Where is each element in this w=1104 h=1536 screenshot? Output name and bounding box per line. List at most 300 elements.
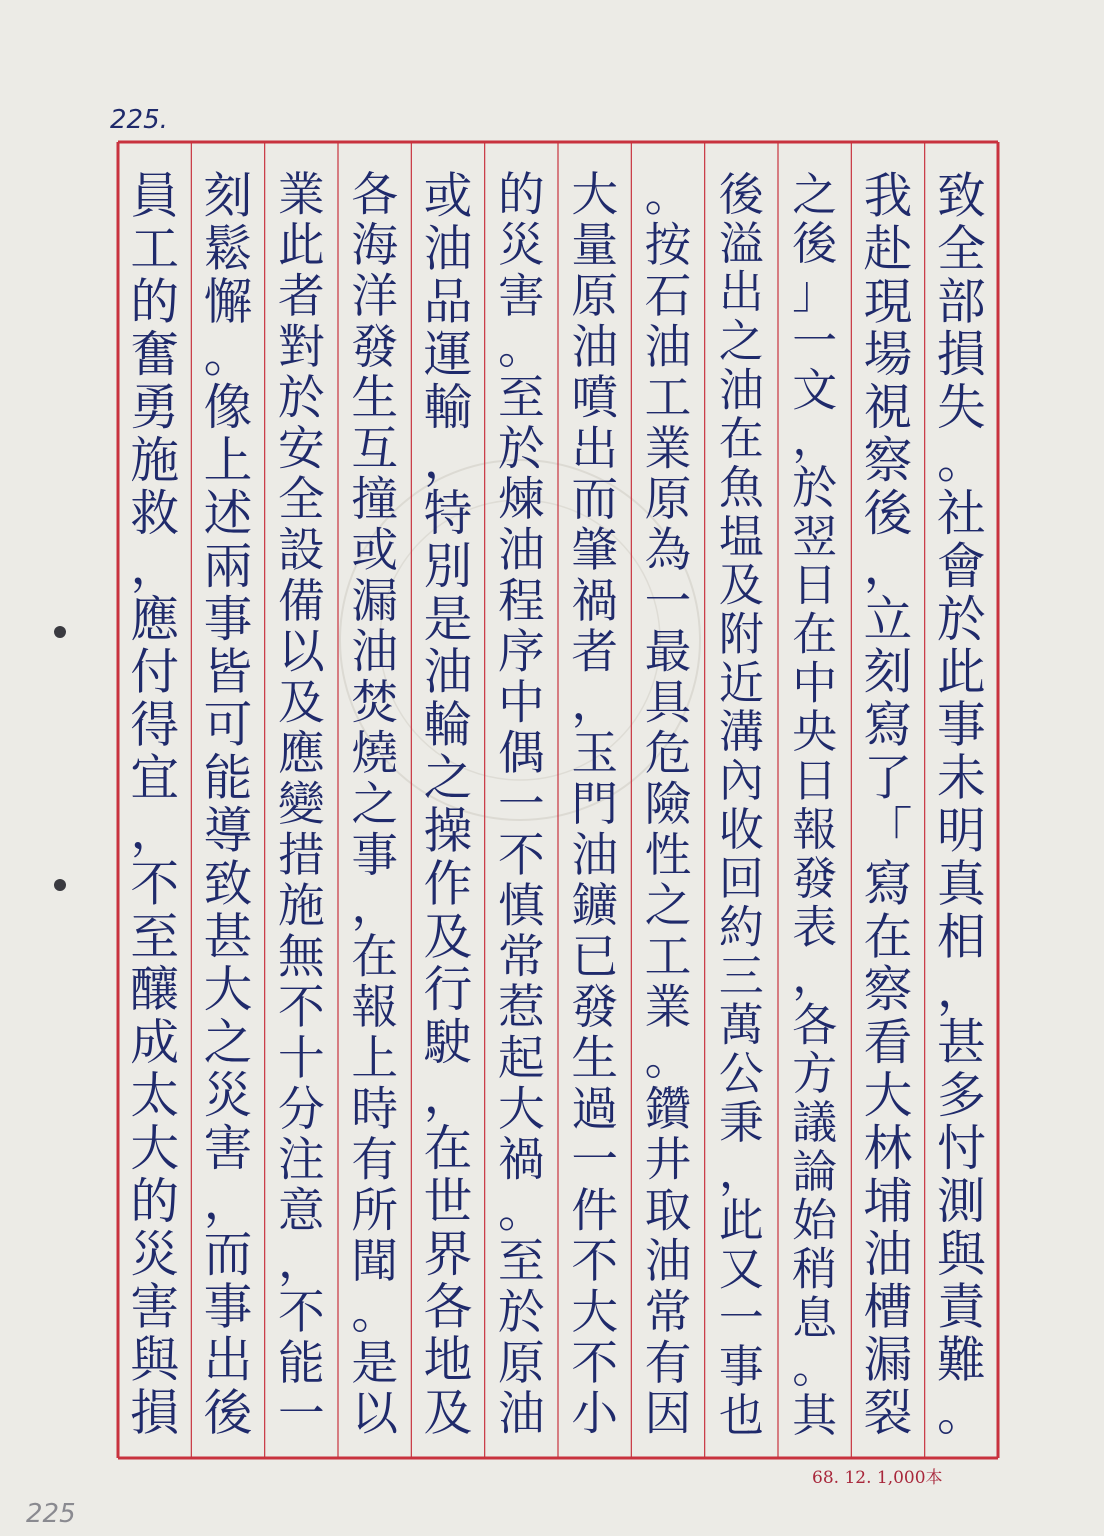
manuscript-char: 是 [351,1336,399,1391]
manuscript-char: ， [130,538,180,595]
manuscript-char: 危 [644,727,692,782]
manuscript-char: ， [792,949,838,1003]
manuscript-char: 不 [497,828,545,883]
text-column-4 [719,168,765,1442]
manuscript-char: 甚 [936,1015,986,1072]
manuscript-char: 兩 [203,538,253,595]
manuscript-char: 我 [863,168,913,225]
manuscript-char: 意 [277,1184,325,1239]
manuscript-char: 大 [571,168,619,223]
manuscript-char: 災 [203,1068,253,1125]
manuscript-char: 不 [277,981,325,1036]
manuscript-char: 奮 [130,327,180,384]
manuscript-char: 對 [277,320,325,375]
manuscript-char: 取 [644,1184,692,1239]
manuscript-char: 別 [423,538,473,595]
manuscript-char: 各 [792,998,838,1052]
manuscript-char: 者 [277,270,325,324]
manuscript-char: 議 [792,1096,838,1149]
manuscript-char: 件 [571,1184,619,1239]
manuscript-char: 因 [644,1387,692,1442]
manuscript-char: 能 [277,1336,325,1391]
manuscript-char: 業 [644,981,692,1036]
manuscript-char: 禍 [571,574,619,629]
manuscript-char: 是 [423,591,473,648]
manuscript-char: ， [936,962,986,1019]
manuscript-char: 塭 [718,509,764,563]
manuscript-char: 裂 [863,1385,913,1442]
manuscript-char: 門 [571,778,619,832]
manuscript-char: 備 [277,574,325,629]
manuscript-char: 地 [423,1332,473,1389]
manuscript-char: 原 [497,1336,545,1391]
manuscript-char: 聞 [351,1235,399,1290]
manuscript-char: 施 [130,433,180,490]
manuscript-char: 翌 [792,509,838,563]
manuscript-char: 了 [863,750,913,807]
manuscript-char: 收 [718,802,764,856]
manuscript-char: 的 [497,168,545,223]
manuscript-char: 此 [277,219,325,274]
manuscript-char: 輪 [423,697,473,754]
manuscript-char: 大 [497,1082,545,1137]
manuscript-char: 文 [792,363,838,417]
manuscript-char: 寫 [863,697,913,754]
manuscript-char: 釀 [130,962,180,1019]
manuscript-char: 刻 [203,168,253,225]
manuscript-char: 中 [792,656,838,710]
manuscript-char: 。 [497,1184,545,1239]
manuscript-char: 立 [863,591,913,648]
manuscript-char: 能 [203,750,253,807]
manuscript-char: 」 [792,265,838,319]
manuscript-char: 分 [277,1082,325,1137]
manuscript-char: 埔 [863,1173,913,1230]
manuscript-char: 序 [497,625,545,680]
manuscript-char: 表 [792,900,838,954]
manuscript-char: 後 [203,1385,253,1442]
manuscript-char: 慎 [497,879,545,934]
manuscript-char: 忖 [936,1120,986,1177]
manuscript-char: 「 [863,803,913,860]
manuscript-char: 不 [130,856,180,913]
manuscript-char: 害 [130,1279,180,1336]
text-column-11 [204,168,253,1441]
manuscript-char: 發 [792,851,838,905]
manuscript-char: 至 [130,909,180,966]
manuscript-char: 業 [644,422,692,477]
manuscript-char: 秉 [718,1096,764,1149]
manuscript-char: 大 [203,962,253,1019]
manuscript-char: 油 [863,1226,913,1283]
manuscript-char: 真 [936,856,986,913]
manuscript-char: 性 [644,828,692,883]
manuscript-char: 所 [351,1184,399,1239]
manuscript-char: 救 [130,485,180,542]
manuscript-char: 不 [571,1336,619,1391]
manuscript-char: 損 [936,327,986,384]
manuscript-char: 大 [863,1068,913,1125]
manuscript-char: 勇 [130,380,180,437]
manuscript-char: 石 [644,270,692,324]
manuscript-char: 一 [792,314,838,368]
manuscript-char: 至 [497,1235,545,1290]
manuscript-char: 油 [497,1387,545,1442]
manuscript-char: 察 [863,962,913,1019]
text-column-12 [130,168,182,1441]
manuscript-char: 上 [203,433,253,490]
manuscript-char: ， [203,1173,253,1230]
manuscript-char: 有 [351,1133,399,1188]
manuscript-char: 事 [203,1279,253,1336]
manuscript-char: 玉 [571,727,619,782]
manuscript-char: 明 [936,803,986,860]
manuscript-char: 至 [497,371,545,426]
manuscript-char: 事 [936,697,986,754]
manuscript-char: 發 [571,981,619,1036]
manuscript-char: 員 [130,168,180,225]
manuscript-char: 已 [571,930,619,985]
page-number-top: 225. [110,105,168,135]
manuscript-char: 。 [936,433,986,490]
manuscript-char: 多 [936,1068,986,1125]
manuscript-char: 察 [863,433,913,490]
manuscript-char: 井 [644,1133,692,1188]
manuscript-char: 回 [718,851,764,905]
manuscript-char: 於 [277,371,325,426]
manuscript-char: 懈 [203,274,253,331]
manuscript-char: 像 [203,380,253,437]
text-column-5 [645,168,694,1441]
binding-hole-upper [54,626,66,638]
manuscript-char: 洋 [351,270,399,324]
manuscript-char: 事 [718,1340,764,1394]
manuscript-char: 在 [423,1120,473,1177]
manuscript-char: 未 [936,750,986,807]
manuscript-char: 油 [423,644,473,701]
manuscript-char: 會 [936,538,986,595]
manuscript-char: 作 [423,856,473,913]
manuscript-char: 災 [130,1226,180,1283]
manuscript-char: 事 [203,591,253,648]
text-column-3 [792,168,839,1442]
manuscript-char: 甚 [203,909,253,966]
text-column-1 [937,168,989,1441]
manuscript-char: 。 [936,1385,986,1442]
manuscript-char: 稍 [792,1242,838,1296]
manuscript-char: 為 [644,524,692,578]
manuscript-char: 於 [792,461,838,514]
manuscript-char: ， [277,1235,325,1290]
manuscript-char: 測 [936,1173,986,1230]
manuscript-char: 油 [497,524,545,578]
manuscript-char: 始 [792,1193,838,1247]
manuscript-char: 全 [277,473,325,528]
manuscript-char: 駛 [423,1015,473,1072]
print-mark: 68. 12. 1,000本 [812,1468,943,1488]
manuscript-char: 槽 [863,1279,913,1336]
manuscript-char: 注 [277,1133,325,1188]
manuscript-char: 成 [130,1015,180,1072]
manuscript-char: 不 [277,1286,325,1340]
text-column-6 [571,168,622,1441]
manuscript-char: 後 [718,167,764,221]
manuscript-char: 。 [203,327,253,384]
manuscript-char: 按 [644,219,692,274]
manuscript-char: 公 [718,1047,764,1101]
manuscript-char: 鑛 [571,879,619,934]
manuscript-char: 應 [130,591,180,648]
manuscript-char: 於 [497,422,545,477]
manuscript-char: 溢 [718,216,764,270]
manuscript-char: 損 [130,1385,180,1442]
manuscript-char: 其 [792,1389,838,1443]
manuscript-char: 油 [351,625,399,680]
manuscript-char: 論 [792,1144,838,1198]
manuscript-char: 之 [351,778,399,832]
page-number-bottom: 225 [26,1499,76,1529]
manuscript-char: 操 [423,803,473,860]
manuscript-char: 過 [571,1082,619,1137]
manuscript-char: 付 [130,644,180,701]
manuscript-char: 生 [571,1032,619,1086]
manuscript-char: 失 [936,380,986,437]
manuscript-char: 近 [718,656,764,710]
manuscript-char: ， [863,538,913,595]
manuscript-char: 變 [277,778,325,832]
manuscript-char: 世 [423,1173,473,1230]
manuscript-char: 施 [277,879,325,934]
manuscript-char: 品 [423,274,473,331]
manuscript-char: 煉 [497,473,545,528]
manuscript-char: 相 [936,909,986,966]
manuscript-char: 約 [718,900,764,954]
manuscript-char: 各 [423,1279,473,1336]
manuscript-char: 於 [497,1286,545,1340]
manuscript-char: 應 [277,727,325,782]
manuscript-char: ， [571,676,619,731]
manuscript-char: 一 [718,1291,764,1345]
manuscript-char: 部 [936,274,986,331]
manuscript-char: 在 [792,607,838,661]
manuscript-char: 工 [644,371,692,426]
manuscript-char: 魚 [718,461,764,514]
manuscript-char: 漏 [863,1332,913,1389]
manuscript-char: 後 [863,485,913,542]
manuscript-char: 上 [351,1032,399,1086]
manuscript-char: 赴 [863,221,913,278]
manuscript-char: 安 [277,422,325,477]
manuscript-char: ， [423,1068,473,1125]
manuscript-char: 報 [792,802,838,856]
manuscript-char: 業 [277,168,325,223]
manuscript-char: 難 [936,1332,986,1389]
manuscript-char: 而 [203,1226,253,1283]
manuscript-char: 宜 [130,750,180,807]
manuscript-char: 責 [936,1279,986,1336]
manuscript-char: 社 [936,485,986,542]
manuscript-char: 現 [863,274,913,331]
manuscript-char: 油 [423,221,473,278]
manuscript-char: 行 [423,962,473,1019]
binding-hole-lower [54,879,66,891]
manuscript-char: 原 [644,473,692,528]
manuscript-char: 禍 [497,1133,545,1188]
manuscript-char: 油 [571,828,619,883]
manuscript-char: 十 [277,1032,325,1086]
manuscript-char: 生 [351,371,399,426]
manuscript-char: 設 [277,524,325,578]
manuscript-char: 肇 [571,524,619,578]
manuscript-char: 出 [203,1332,253,1389]
manuscript-char: 致 [203,856,253,913]
manuscript-char: 害 [497,270,545,324]
manuscript-char: 漏 [351,574,399,629]
manuscript-char: 之 [792,167,838,221]
manuscript-char: 中 [497,676,545,731]
manuscript-char: 附 [718,607,764,661]
manuscript-char: 央 [792,705,838,759]
manuscript-char: 油 [644,1235,692,1290]
manuscript-char: 出 [571,422,619,477]
manuscript-char: 也 [718,1389,764,1443]
manuscript-char: 輸 [423,380,473,437]
manuscript-char: ， [351,879,399,934]
manuscript-char: 一 [644,574,692,629]
manuscript-char: 焚 [351,676,399,731]
manuscript-char: 工 [130,221,180,278]
manuscript-char: 具 [644,676,692,731]
text-column-9 [351,168,400,1441]
text-column-7 [498,168,548,1441]
manuscript-char: 出 [718,265,764,319]
manuscript-char: 油 [644,320,692,375]
manuscript-char: 特 [423,485,473,542]
manuscript-char: 致 [936,168,986,225]
manuscript-char: 又 [718,1242,764,1296]
manuscript-char: 。 [497,320,545,375]
manuscript-char: 林 [863,1120,913,1177]
manuscript-char: 無 [277,930,325,985]
manuscript-char: 起 [497,1032,545,1086]
manuscript-char: 原 [571,270,619,324]
manuscript-char: 發 [351,320,399,375]
manuscript-char: 及 [277,676,325,731]
manuscript-char: 皆 [203,644,253,701]
manuscript-char: 互 [351,422,399,477]
manuscript-char: 息 [792,1291,838,1345]
manuscript-char: 或 [423,168,473,225]
manuscript-char: 大 [571,1286,619,1340]
manuscript-char: 看 [863,1015,913,1072]
manuscript-char: 。 [644,168,692,223]
manuscript-char: 之 [203,1015,253,1072]
manuscript-char: 報 [351,981,399,1036]
manuscript-char: 而 [571,473,619,528]
manuscript-char: 萬 [718,998,764,1052]
manuscript-char: 。 [644,1032,692,1086]
manuscript-char: 最 [644,625,692,680]
manuscript-char: 常 [644,1286,692,1340]
manuscript-char: 。 [792,1340,838,1394]
manuscript-char: 三 [718,949,764,1003]
manuscript-char: ， [792,412,838,466]
manuscript-char: 刻 [863,644,913,701]
manuscript-char: 險 [644,778,692,832]
manuscript-char: 時 [351,1082,399,1137]
manuscript-char: 大 [130,1120,180,1177]
manuscript-char: 導 [203,803,253,860]
manuscript-char: 及 [718,558,764,612]
manuscript-char: 日 [792,558,838,612]
manuscript-char: 於 [936,591,986,648]
manuscript-char: 在 [863,909,913,966]
manuscript-char: 的 [130,274,180,331]
manuscript-char: 之 [644,879,692,934]
manuscript-char: 以 [277,625,325,680]
manuscript-char: 與 [130,1332,180,1389]
manuscript-char: 燒 [351,727,399,782]
text-column-2 [864,168,913,1441]
manuscript-char: 在 [718,412,764,466]
manuscript-char: 油 [571,320,619,375]
manuscript-char: 視 [863,380,913,437]
manuscript-char: 以 [351,1387,399,1442]
manuscript-char: 措 [277,828,325,883]
manuscript-char: 常 [497,930,545,985]
manuscript-char: 之 [718,314,764,368]
manuscript-char: 海 [351,219,399,274]
manuscript-char: 或 [351,524,399,578]
manuscript-char: 全 [936,221,986,278]
manuscript-char: 太 [130,1068,180,1125]
manuscript-char: 害 [203,1120,253,1177]
manuscript-char: 溝 [718,705,764,759]
manuscript-char: 一 [277,1387,325,1442]
manuscript-char: 有 [644,1336,692,1391]
manuscript-char: 撞 [351,473,399,528]
manuscript-char: 述 [203,485,253,542]
manuscript-char: ， [718,1144,764,1198]
manuscript-char: 內 [718,754,764,808]
manuscript-char: 噴 [571,371,619,426]
manuscript-char: 。 [351,1286,399,1340]
manuscript-char: 界 [423,1226,473,1283]
manuscript-char: 油 [718,363,764,417]
manuscript-char: 災 [497,219,545,274]
manuscript-char: 工 [644,930,692,985]
manuscript-char: 小 [571,1387,619,1442]
manuscript-char: 後 [792,216,838,270]
manuscript-char: 及 [423,909,473,966]
manuscript-char: 寫 [863,856,913,913]
manuscript-char: 一 [571,1133,619,1188]
manuscript-char: 各 [351,168,399,223]
manuscript-char: 得 [130,697,180,754]
manuscript-char: 鑽 [644,1082,692,1137]
manuscript-char: 程 [497,574,545,629]
manuscript-char: 事 [351,828,399,883]
manuscript-char: 鬆 [203,221,253,278]
text-column-8 [423,168,473,1441]
manuscript-char: 惹 [497,981,545,1036]
manuscript-char: ， [423,433,473,490]
manuscript-char: 的 [130,1173,180,1230]
manuscript-char: 可 [203,697,253,754]
manuscript-char: 與 [936,1226,986,1283]
manuscript-char: 者 [571,625,619,680]
manuscript-char: 此 [936,644,986,701]
